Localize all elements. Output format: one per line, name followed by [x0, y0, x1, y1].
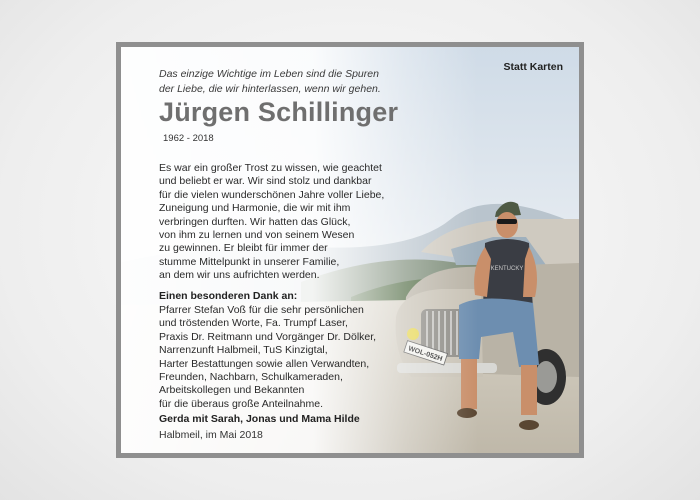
quote-line: der Liebe, die wir hinterlassen, wenn wir gehen.: [159, 83, 381, 95]
thanks-line: Pfarrer Stefan Voß für die sehr persönlichen: [159, 304, 364, 316]
tribute-line: Zuneigung und Harmonie, die wir mit ihm: [159, 202, 351, 215]
tribute-line: und beliebt er war. Wir sind stolz und dankbar: [159, 175, 372, 188]
tribute-line: stumme Mittelpunkt in unserer Familie,: [159, 255, 340, 268]
tribute-line: zu gewinnen. Er bleibt für immer der: [159, 242, 328, 255]
tribute-line: verbringen durften. Wir hatten das Glück,: [159, 215, 351, 228]
thanks-line: Harter Bestattungen sowie allen Verwandten,: [159, 357, 370, 370]
thanks-text: [159, 304, 419, 411]
thanks-line: Freunden, Nachbarn, Schulkameraden,: [159, 371, 343, 384]
deceased-name: Jürgen Schillinger: [159, 97, 399, 127]
tribute-line: von ihm zu lernen und von seinem Wesen: [159, 229, 355, 242]
thanks-line: und tröstenden Worte, Fa. Trumpf Laser,: [159, 317, 348, 330]
statt-karten-label: Statt Karten: [503, 61, 563, 73]
family-signature: Gerda mit Sarah, Jonas und Mama Hilde: [159, 413, 360, 425]
thanks-line: Praxis Dr. Reitmann und Vorgänger Dr. Dölker,: [159, 330, 377, 343]
thanks-heading: Einen besonderen Dank an:: [159, 290, 298, 302]
thanks-line: Narrenzunft Halbmeil, TuS Kinzigtal,: [159, 344, 328, 357]
memorial-quote: [159, 67, 459, 97]
tribute-line: an dem wir uns aufrichten werden.: [159, 269, 320, 282]
place-date: Halbmeil, im Mai 2018: [159, 429, 263, 441]
life-years: 1962 - 2018: [163, 133, 214, 144]
thanks-line: Arbeitskollegen und Bekannten: [159, 384, 305, 397]
quote-line: Das einzige Wichtige im Leben sind die Spuren: [159, 68, 379, 80]
obituary-card: [116, 42, 584, 458]
thanks-line: für die überaus große Anteilnahme.: [159, 397, 324, 410]
tribute-text: [159, 162, 419, 283]
tribute-line: für die vielen wunderschönen Jahre voller Liebe,: [159, 188, 385, 201]
tribute-line: Es war ein großer Trost zu wissen, wie geachtet: [159, 162, 382, 174]
